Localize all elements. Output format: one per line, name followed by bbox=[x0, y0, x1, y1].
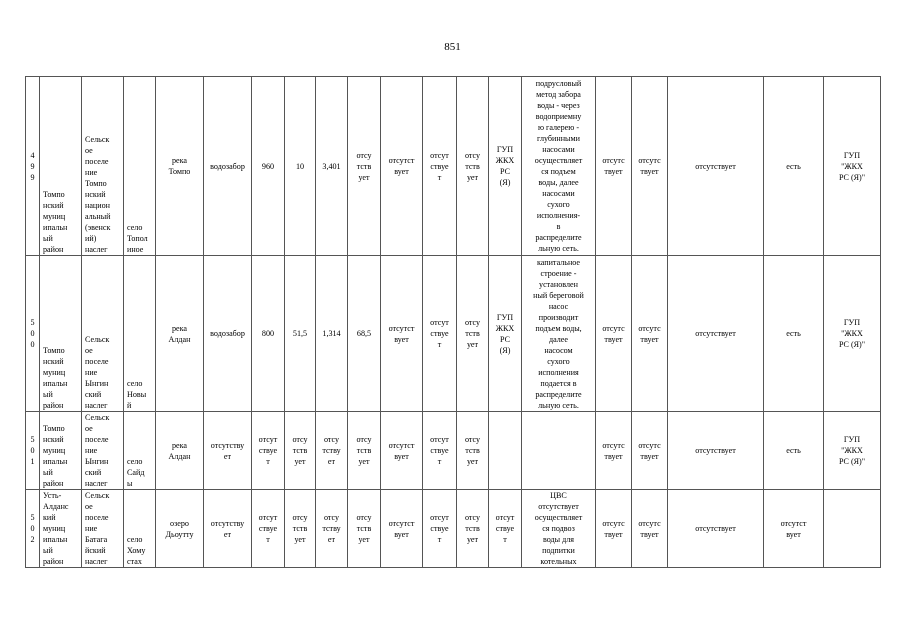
table-row bbox=[26, 256, 881, 412]
water-source-cell: река Алдан bbox=[156, 412, 204, 490]
locality-cell: село Топол иное bbox=[124, 77, 156, 256]
value-cell-2: 51,5 bbox=[285, 256, 316, 412]
method-cell bbox=[522, 412, 596, 490]
value-cell-6: отсут ствуе т bbox=[423, 77, 457, 256]
intake-cell: отсутству ет bbox=[204, 490, 252, 568]
value-cell-3: 3,401 bbox=[316, 77, 348, 256]
value-cell-6: отсут ствуе т bbox=[423, 490, 457, 568]
row-number: 4 9 9 bbox=[26, 77, 40, 256]
value-cell-1: отсут ствуе т bbox=[252, 412, 285, 490]
value-cell-10: отсутствует bbox=[668, 77, 764, 256]
value-cell-7: отсу тств ует bbox=[457, 490, 489, 568]
settlement-cell: Сельск ое поселе ние Ынгин ский наслег bbox=[82, 256, 124, 412]
value-cell-8: отсутс твует bbox=[596, 490, 632, 568]
value-cell-5: отсутст вует bbox=[381, 77, 423, 256]
value-cell-2: 10 bbox=[285, 77, 316, 256]
water-source-cell: река Алдан bbox=[156, 256, 204, 412]
owner-cell: ГУП "ЖКХ РС (Я)" bbox=[824, 412, 881, 490]
water-source-cell: река Томпо bbox=[156, 77, 204, 256]
operator-cell: ГУП ЖКХ РС (Я) bbox=[489, 256, 522, 412]
value-cell-9: отсутс твует bbox=[632, 490, 668, 568]
district-cell: Усть- Алданс кий муниц ипальн ый район bbox=[40, 490, 82, 568]
value-cell-7: отсу тств ует bbox=[457, 256, 489, 412]
intake-cell: отсутству ет bbox=[204, 412, 252, 490]
value-cell-11: отсутст вует bbox=[764, 490, 824, 568]
value-cell-7: отсу тств ует bbox=[457, 412, 489, 490]
value-cell-4: отсу тств ует bbox=[348, 490, 381, 568]
table-row bbox=[26, 412, 881, 490]
value-cell-6: отсут ствуе т bbox=[423, 256, 457, 412]
value-cell-3: отсу тству ет bbox=[316, 490, 348, 568]
value-cell-1: 800 bbox=[252, 256, 285, 412]
value-cell-9: отсутс твует bbox=[632, 77, 668, 256]
value-cell-8: отсутс твует bbox=[596, 77, 632, 256]
value-cell-7: отсу тств ует bbox=[457, 77, 489, 256]
operator-cell: ГУП ЖКХ РС (Я) bbox=[489, 77, 522, 256]
district-cell: Томпо нский муниц ипальн ый район bbox=[40, 412, 82, 490]
owner-cell: ГУП "ЖКХ РС (Я)" bbox=[824, 256, 881, 412]
value-cell-9: отсутс твует bbox=[632, 256, 668, 412]
value-cell-4: 68,5 bbox=[348, 256, 381, 412]
operator-cell: отсут ствуе т bbox=[489, 490, 522, 568]
value-cell-5: отсутст вует bbox=[381, 256, 423, 412]
locality-cell: село Сайд ы bbox=[124, 412, 156, 490]
value-cell-9: отсутс твует bbox=[632, 412, 668, 490]
row-number: 5 0 1 bbox=[26, 412, 40, 490]
settlement-cell: Сельск ое поселе ние Томпо нский национ альный (эвенск ий) наслег bbox=[82, 77, 124, 256]
row-number: 5 0 2 bbox=[26, 490, 40, 568]
settlement-cell: Сельск ое поселе ние Батага йский наслег bbox=[82, 490, 124, 568]
value-cell-4: отсу тств ует bbox=[348, 412, 381, 490]
value-cell-8: отсутс твует bbox=[596, 256, 632, 412]
water-supply-table bbox=[25, 76, 881, 568]
intake-cell: водозабор bbox=[204, 256, 252, 412]
page-number: 851 bbox=[444, 41, 461, 53]
value-cell-11: есть bbox=[764, 256, 824, 412]
table-row bbox=[26, 77, 881, 256]
value-cell-3: отсу тству ет bbox=[316, 412, 348, 490]
value-cell-11: есть bbox=[764, 412, 824, 490]
value-cell-8: отсутс твует bbox=[596, 412, 632, 490]
value-cell-10: отсутствует bbox=[668, 490, 764, 568]
row-number: 5 0 0 bbox=[26, 256, 40, 412]
value-cell-5: отсутст вует bbox=[381, 412, 423, 490]
value-cell-2: отсу тств ует bbox=[285, 412, 316, 490]
value-cell-1: 960 bbox=[252, 77, 285, 256]
settlement-cell: Сельск ое поселе ние Ынгин ский наслег bbox=[82, 412, 124, 490]
value-cell-5: отсутст вует bbox=[381, 490, 423, 568]
value-cell-2: отсу тств ует bbox=[285, 490, 316, 568]
value-cell-1: отсут ствуе т bbox=[252, 490, 285, 568]
value-cell-11: есть bbox=[764, 77, 824, 256]
locality-cell: село Новы й bbox=[124, 256, 156, 412]
locality-cell: село Хому стах bbox=[124, 490, 156, 568]
method-cell: подрусловый метод забора воды - через водоприемну ю галерею - глубинными насосами осуществляет ся подъем воды, далее насосами сухого исполнения- в распределите льную сеть. bbox=[522, 77, 596, 256]
value-cell-10: отсутствует bbox=[668, 256, 764, 412]
water-source-cell: озеро Дьоутту bbox=[156, 490, 204, 568]
owner-cell bbox=[824, 490, 881, 568]
value-cell-6: отсут ствуе т bbox=[423, 412, 457, 490]
district-cell: Томпо нский муниц ипальн ый район bbox=[40, 77, 82, 256]
district-cell: Томпо нский муниц ипальн ый район bbox=[40, 256, 82, 412]
owner-cell: ГУП "ЖКХ РС (Я)" bbox=[824, 77, 881, 256]
table-row bbox=[26, 490, 881, 568]
operator-cell bbox=[489, 412, 522, 490]
value-cell-10: отсутствует bbox=[668, 412, 764, 490]
intake-cell: водозабор bbox=[204, 77, 252, 256]
method-cell: капитальное строение - установлен ный береговой насос производит подъем воды, далее насосом сухого исполнения подается в распределите льную сеть. bbox=[522, 256, 596, 412]
value-cell-3: 1,314 bbox=[316, 256, 348, 412]
value-cell-4: отсу тств ует bbox=[348, 77, 381, 256]
method-cell: ЦВС отсутствует осуществляет ся подвоз воды для подпитки котельных bbox=[522, 490, 596, 568]
